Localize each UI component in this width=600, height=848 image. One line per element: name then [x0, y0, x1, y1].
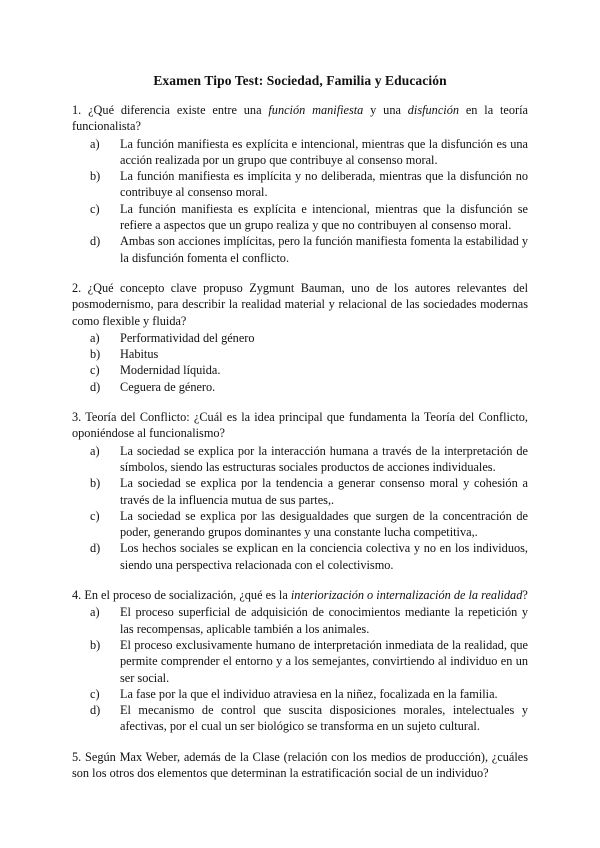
question-text-part: Según Max Weber, además de la Clase (relación con los medios de producción), ¿cuáles son los otros dos elementos que determinan la estratificación social de un individuo?: [72, 749, 528, 780]
answer-options: [72, 604, 528, 734]
question-3-text: [72, 409, 528, 442]
option-letter: d): [90, 234, 101, 249]
option-text: La fase por la que el individuo atraviesa en la niñez, focalizada en la familia.: [120, 686, 498, 701]
answer-option-b[interactable]: [72, 168, 528, 201]
answer-option-b[interactable]: [72, 475, 528, 508]
page-title: Examen Tipo Test: Sociedad, Familia y Educación: [153, 73, 447, 88]
question-text-part: ?: [522, 588, 528, 603]
answer-option-d[interactable]: [72, 702, 528, 735]
question-2: [72, 280, 528, 395]
question-4-text: [72, 587, 528, 603]
question-list: [72, 102, 528, 781]
option-text: La función manifiesta es explícita e intencional, mientras que la disfunción se refiere a aspectos que un grupo realiza y que no contribuyen al consenso moral.: [120, 201, 528, 233]
answer-option-a[interactable]: [72, 330, 528, 346]
question-number: 3.: [72, 410, 82, 425]
option-text: El proceso exclusivamente humano de interpretación inmediata de la realidad, que permite comprender el entorno y a los semejantes, convirtiendo al individuo en un ser social.: [120, 637, 528, 685]
option-letter: a): [90, 136, 100, 151]
option-text: Modernidad líquida.: [120, 363, 221, 378]
question-1-text: [72, 102, 528, 135]
option-text: Habitus: [120, 347, 159, 362]
option-text: La sociedad se explica por las desigualdades que surgen de la concentración de poder, generando grupos dominantes y una constante lucha competitiva,.: [120, 508, 528, 540]
question-number: 5.: [72, 749, 82, 764]
question-3: [72, 409, 528, 573]
option-text: Los hechos sociales se explican en la conciencia colectiva y no en los individuos, siendo una perspectiva relacionada con el colectivismo.: [120, 541, 528, 572]
option-text: Ceguera de género.: [120, 379, 216, 394]
option-letter: c): [90, 508, 100, 523]
option-letter: b): [90, 347, 101, 362]
option-text: Ambas son acciones implícitas, pero la función manifiesta fomenta la estabilidad y la disfunción fomenta el conflicto.: [120, 234, 528, 265]
answer-option-a[interactable]: [72, 136, 528, 169]
option-text: La sociedad se explica por la interacción humana a través de la interpretación de símbolos, siendo las estructuras sociales productos de acciones individuales.: [120, 443, 528, 474]
question-text-part: y una: [363, 103, 408, 117]
answer-option-a[interactable]: [72, 443, 528, 476]
option-text: La función manifiesta es implícita y no deliberada, mientras que la disfunción no contribuye al consenso moral.: [120, 169, 528, 200]
option-letter: b): [90, 637, 101, 652]
option-letter: b): [90, 169, 101, 184]
question-5: [72, 749, 528, 782]
option-letter: d): [90, 379, 101, 394]
answer-option-d[interactable]: [72, 379, 528, 395]
question-5-text: [72, 749, 528, 782]
answer-option-c[interactable]: [72, 362, 528, 378]
option-letter: a): [90, 605, 100, 620]
question-text-part: En el proceso de socialización, ¿qué es la: [84, 588, 291, 603]
answer-options: [72, 443, 528, 573]
answer-option-d[interactable]: [72, 540, 528, 573]
question-2-text: [72, 280, 528, 329]
question-term-italic: interiorización o internalización de la realidad: [290, 588, 523, 603]
answer-option-d[interactable]: [72, 233, 528, 266]
question-4: [72, 587, 528, 735]
option-letter: c): [90, 686, 100, 701]
answer-option-c[interactable]: [72, 508, 528, 541]
answer-option-b[interactable]: [72, 637, 528, 686]
option-text: Performatividad del género: [120, 330, 255, 345]
answer-option-b[interactable]: [72, 346, 528, 362]
option-letter: d): [90, 703, 101, 718]
question-number: 4.: [72, 588, 82, 603]
option-letter: c): [90, 201, 100, 216]
question-number: 2.: [72, 280, 82, 295]
option-text: La sociedad se explica por la tendencia a generar consenso moral y cohesión a través de la influencia mutua de sus partes,.: [120, 476, 528, 507]
answer-options: [72, 330, 528, 395]
option-text: La función manifiesta es explícita e intencional, mientras que la disfunción es una acción realizada por un grupo que contribuye al consenso moral.: [120, 136, 528, 167]
answer-options: [72, 136, 528, 266]
answer-option-c[interactable]: [72, 686, 528, 702]
question-text-part: ¿Qué diferencia existe entre una: [88, 103, 269, 117]
question-text-part: Teoría del Conflicto: ¿Cuál es la idea principal que fundamenta la Teoría del Conflicto, oponiéndose al funcionalismo?: [72, 410, 528, 441]
answer-option-c[interactable]: [72, 201, 528, 234]
option-letter: a): [90, 330, 100, 345]
question-text-part: en la teoría funcionalista?: [72, 103, 528, 134]
question-term-italic: disfunción: [407, 103, 460, 117]
question-number: 1.: [72, 103, 82, 117]
option-letter: a): [90, 443, 100, 458]
option-text: El mecanismo de control que suscita disposiciones morales, intelectuales y afectivas, por el cual un ser biológico se transforma en un sujeto cultural.: [120, 703, 528, 734]
question-text-part: ¿Qué concepto clave propuso Zygmunt Bauman, uno de los autores relevantes del posmodernismo, para describir la realidad material y relacional de las sociedades modernas como flexible y fluida?: [72, 280, 529, 328]
option-letter: c): [90, 363, 100, 378]
question-1: [72, 102, 528, 266]
answer-option-a[interactable]: [72, 604, 528, 637]
option-letter: d): [90, 541, 101, 556]
option-text: El proceso superficial de adquisición de conocimientos mediante la repetición y las recompensas, aplicable también a los animales.: [120, 605, 528, 636]
question-term-italic: función manifiesta: [268, 103, 364, 117]
option-letter: b): [90, 476, 101, 491]
